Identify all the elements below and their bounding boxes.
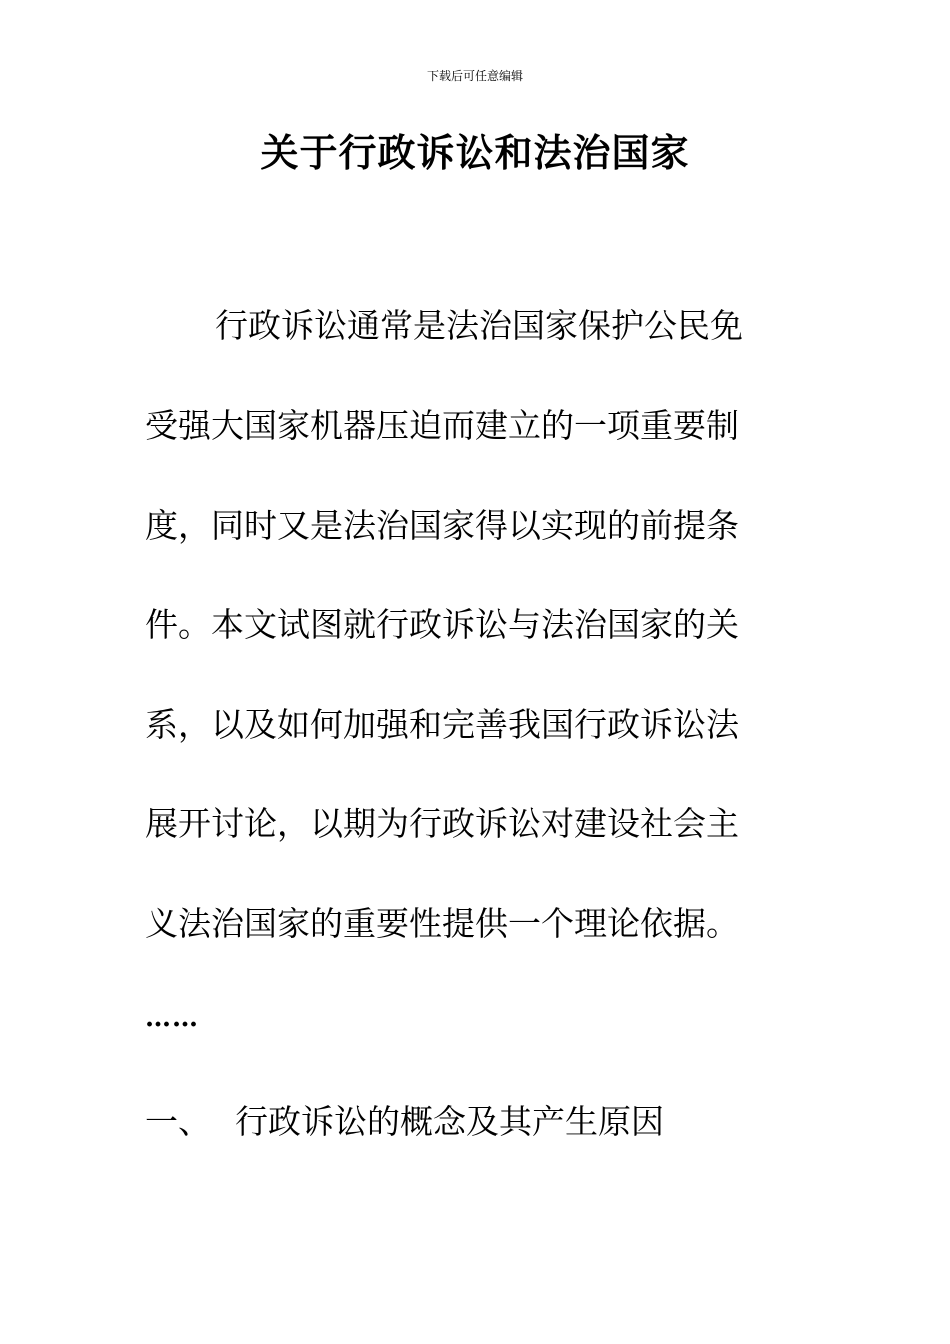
paragraph-line: 义法治国家的重要性提供一个理论依据。 bbox=[145, 904, 739, 943]
ellipsis-marker: …… bbox=[145, 1003, 199, 1033]
paragraph-line: 系，以及如何加强和完善我国行政诉讼法 bbox=[145, 705, 739, 744]
section-heading bbox=[145, 1100, 664, 1144]
paragraph-line: 度，同时又是法治国家得以实现的前提条 bbox=[145, 506, 739, 545]
paragraph-line: 行政诉讼通常是法治国家保护公民免 bbox=[215, 306, 743, 345]
document-title: 关于行政诉讼和法治国家 bbox=[260, 130, 690, 175]
section-number: 一、 bbox=[145, 1102, 211, 1141]
paragraph-line: 受强大国家机器压迫而建立的一项重要制 bbox=[145, 406, 739, 445]
paragraph-line: 件。本文试图就行政诉讼与法治国家的关 bbox=[145, 605, 739, 644]
header-note: 下载后可任意编辑 bbox=[426, 69, 523, 83]
section-heading-text: 行政诉讼的概念及其产生原因 bbox=[235, 1102, 664, 1141]
paragraph-line: 展开讨论，以期为行政诉讼对建设社会主 bbox=[145, 804, 739, 843]
